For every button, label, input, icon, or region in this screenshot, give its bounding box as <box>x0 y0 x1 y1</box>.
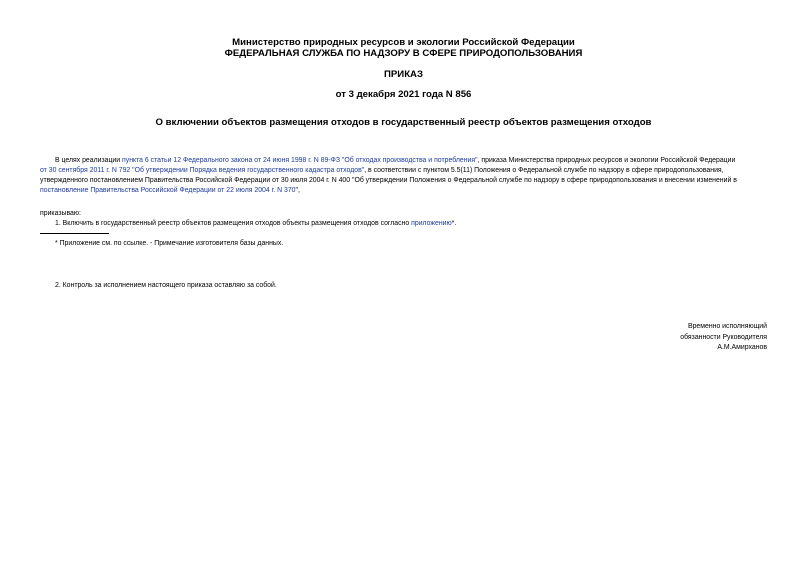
document-subject: О включении объектов размещения отходов в государственный реестр объектов размещения отходов <box>155 117 652 128</box>
intro-text-1: В целях реализации <box>55 157 123 164</box>
intro-text-5: ", <box>295 187 300 194</box>
service-name: ФЕДЕРАЛЬНАЯ СЛУЖБА ПО НАДЗОРУ В СФЕРЕ ПРИРОДОПОЛЬЗОВАНИЯ <box>224 48 583 59</box>
order-item-1 <box>55 219 456 229</box>
intro-text-3: , в соответствии с пунктом 5.5(11) Положения о Федеральной службе по надзору в сфере природопользования, <box>364 167 724 174</box>
appendix-link[interactable]: приложению <box>411 220 452 227</box>
signatory-title-line-2: обязанности Руководителя <box>680 334 767 341</box>
footnote-divider <box>40 233 109 234</box>
document-type: ПРИКАЗ <box>384 69 423 80</box>
resolution-370-link[interactable]: постановление Правительства Российской Федерации от 22 июля 2004 г. N 370 <box>40 187 296 194</box>
order-792-link[interactable]: от 30 сентября 2011 г. N 792 "Об утверждении Порядка ведения государственного кадастра отходов" <box>40 167 365 174</box>
intro-paragraph-line-1 <box>55 156 735 166</box>
order-item-1-text: 1. Включить в государственный реестр объектов размещения отходов объекты размещения отходов согласно <box>55 220 412 227</box>
intro-paragraph-line-4 <box>40 186 300 196</box>
intro-paragraph-line-2 <box>40 166 724 176</box>
signatory-title-line-1: Временно исполняющий <box>688 323 767 330</box>
ministry-name: Министерство природных ресурсов и экологии Российской Федерации <box>232 37 575 48</box>
intro-text-4: утвержденного постановлением Правительства Российской Федерации от 30 июля 2004 г. N 400 "Об утверждении Положения о Федеральной службе по надзору в сфере природопользования и внесении изменений в <box>40 177 737 184</box>
signatory-name: А.М.Амирханов <box>717 344 767 351</box>
document-date-number: от 3 декабря 2021 года N 856 <box>335 89 472 100</box>
footnote: * Приложение см. по ссылке. - Примечание изготовителя базы данных. <box>55 240 284 247</box>
intro-text-2: , приказа Министерства природных ресурсов и экологии Российской Федерации <box>477 157 736 164</box>
order-item-2: 2. Контроль за исполнением настоящего приказа оставляю за собой. <box>55 282 277 289</box>
order-item-1-suffix: *. <box>451 220 457 227</box>
intro-paragraph-line-3 <box>40 176 737 186</box>
ordered-word: приказываю: <box>40 210 81 217</box>
law-89-fz-link[interactable]: пункта 6 статьи 12 Федерального закона от 24 июня 1998 г. N 89-ФЗ "Об отходах производства и потребления" <box>122 157 478 164</box>
